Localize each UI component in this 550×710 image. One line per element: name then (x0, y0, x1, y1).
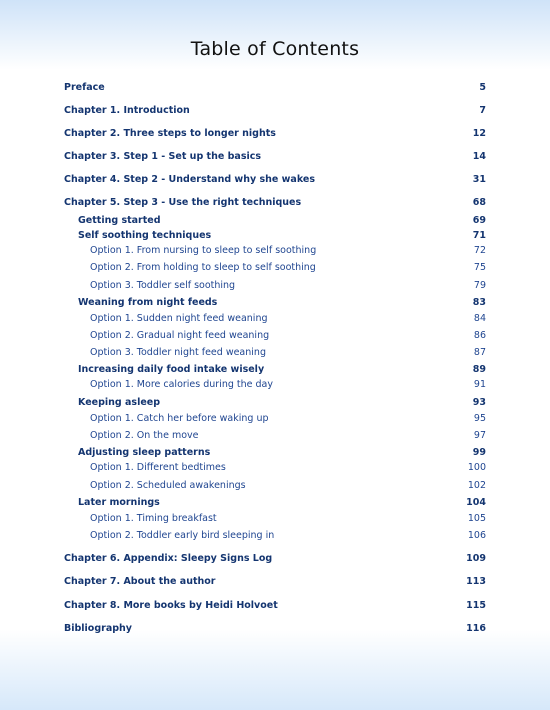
toc-entry-label: Chapter 3. Step 1 - Set up the basics (64, 151, 262, 162)
toc-entry-label: Option 3. Toddler self soothing (90, 280, 236, 291)
toc-entry-page: 97 (473, 430, 486, 441)
toc-entry-label: Option 2. Scheduled awakenings (90, 480, 246, 491)
toc-entry-page: 113 (466, 576, 486, 587)
toc-entry-page: 69 (472, 215, 486, 226)
toc-entry-chapter-5[interactable] (0, 195, 550, 211)
toc-entry-chapter-2[interactable] (0, 126, 550, 142)
toc-entry-label: Chapter 6. Appendix: Sleepy Signs Log (64, 553, 273, 564)
toc-entry-section[interactable] (0, 295, 550, 311)
toc-entry-section[interactable] (0, 445, 550, 461)
toc-entry-page: 105 (467, 513, 486, 524)
toc-entry-label: Chapter 1. Introduction (64, 105, 190, 116)
toc-entry-chapter-1[interactable] (0, 103, 550, 119)
toc-entry-page: 71 (472, 230, 486, 241)
toc-entry-option[interactable] (0, 260, 550, 276)
toc-entry-section[interactable] (0, 362, 550, 378)
toc-entry-label: Option 1. Sudden night feed weaning (90, 313, 268, 324)
toc-entry-label: Increasing daily food intake wisely (78, 364, 265, 375)
toc-entry-label: Later mornings (78, 497, 160, 508)
toc-entry-option[interactable] (0, 528, 550, 544)
toc-entry-label: Option 1. Different bedtimes (90, 462, 226, 473)
toc-entry-page: 91 (473, 379, 486, 390)
toc-entry-option[interactable] (0, 460, 550, 476)
toc-entry-label: Chapter 7. About the author (64, 576, 216, 587)
toc-entry-page: 93 (472, 397, 486, 408)
toc-entry-label: Option 1. Catch her before waking up (90, 413, 269, 424)
toc-entry-page: 106 (467, 530, 486, 541)
toc-entry-page: 14 (472, 151, 486, 162)
toc-entry-option[interactable] (0, 511, 550, 527)
toc-entry-label: Chapter 4. Step 2 - Understand why she wakes (64, 174, 315, 185)
toc-entry-page: 104 (466, 497, 486, 508)
toc-entry-label: Getting started (78, 215, 161, 226)
toc-entry-option[interactable] (0, 243, 550, 259)
toc-entry-label: Chapter 2. Three steps to longer nights (64, 128, 276, 139)
toc-entry-chapter-7[interactable] (0, 574, 550, 590)
toc-entry-label: Option 2. From holding to sleep to self soothing (90, 262, 316, 273)
toc-entry-page: 31 (472, 174, 486, 185)
toc-entry-label: Adjusting sleep patterns (78, 447, 211, 458)
toc-entry-option[interactable] (0, 345, 550, 361)
toc-entry-label: Self soothing techniques (78, 230, 212, 241)
toc-entry-option[interactable] (0, 377, 550, 393)
toc-entry-label: Option 2. On the move (90, 430, 199, 441)
toc-entry-label: Bibliography (64, 623, 132, 634)
toc-entry-label: Option 1. From nursing to sleep to self soothing (90, 245, 317, 256)
toc-entry-option[interactable] (0, 428, 550, 444)
toc-entry-chapter-6[interactable] (0, 551, 550, 567)
toc-entry-page: 116 (466, 623, 486, 634)
toc-entry-page: 95 (473, 413, 486, 424)
toc-entry-page: 75 (473, 262, 486, 273)
toc-entry-section[interactable] (0, 228, 550, 244)
toc-entry-option[interactable] (0, 411, 550, 427)
toc-entry-page: 109 (466, 553, 486, 564)
toc-entry-page: 5 (479, 82, 486, 93)
toc-entry-page: 84 (473, 313, 486, 324)
toc-entry-page: 68 (472, 197, 486, 208)
toc-entry-page: 115 (466, 600, 486, 611)
toc-entry-option[interactable] (0, 311, 550, 327)
toc-entry-page: 86 (473, 330, 486, 341)
toc-entry-preface[interactable] (0, 80, 550, 96)
toc-entry-page: 99 (472, 447, 486, 458)
toc-entry-label: Option 1. More calories during the day (90, 379, 273, 390)
toc-entry-page: 83 (472, 297, 486, 308)
toc-entry-chapter-8[interactable] (0, 598, 550, 614)
toc-entry-option[interactable] (0, 478, 550, 494)
toc-entry-page: 79 (473, 280, 486, 291)
toc-entry-page: 100 (467, 462, 486, 473)
toc-entry-section[interactable] (0, 213, 550, 229)
toc-entry-section[interactable] (0, 395, 550, 411)
toc-entry-label: Option 3. Toddler night feed weaning (90, 347, 266, 358)
toc-entry-option[interactable] (0, 328, 550, 344)
toc-entry-label: Keeping asleep (78, 397, 161, 408)
toc-entry-label: Chapter 8. More books by Heidi Holvoet (64, 600, 278, 611)
toc-entry-section[interactable] (0, 495, 550, 511)
toc-entry-chapter-3[interactable] (0, 149, 550, 165)
toc-entry-page: 89 (472, 364, 486, 375)
toc-entry-chapter-4[interactable] (0, 172, 550, 188)
toc-entry-label: Option 2. Toddler early bird sleeping in (90, 530, 275, 541)
toc-entry-page: 12 (472, 128, 486, 139)
toc-entry-page: 87 (473, 347, 486, 358)
toc-entry-page: 102 (467, 480, 486, 491)
toc-entry-page: 7 (479, 105, 486, 116)
toc-entry-label: Chapter 5. Step 3 - Use the right techniques (64, 197, 302, 208)
toc-entry-label: Weaning from night feeds (78, 297, 218, 308)
toc-entry-label: Preface (64, 82, 105, 93)
toc-entry-option[interactable] (0, 278, 550, 294)
toc-entry-bibliography[interactable] (0, 621, 550, 637)
toc-entry-label: Option 1. Timing breakfast (90, 513, 217, 524)
page-title: Table of Contents (190, 38, 360, 60)
toc-entry-label: Option 2. Gradual night feed weaning (90, 330, 270, 341)
toc-entry-page: 72 (473, 245, 486, 256)
